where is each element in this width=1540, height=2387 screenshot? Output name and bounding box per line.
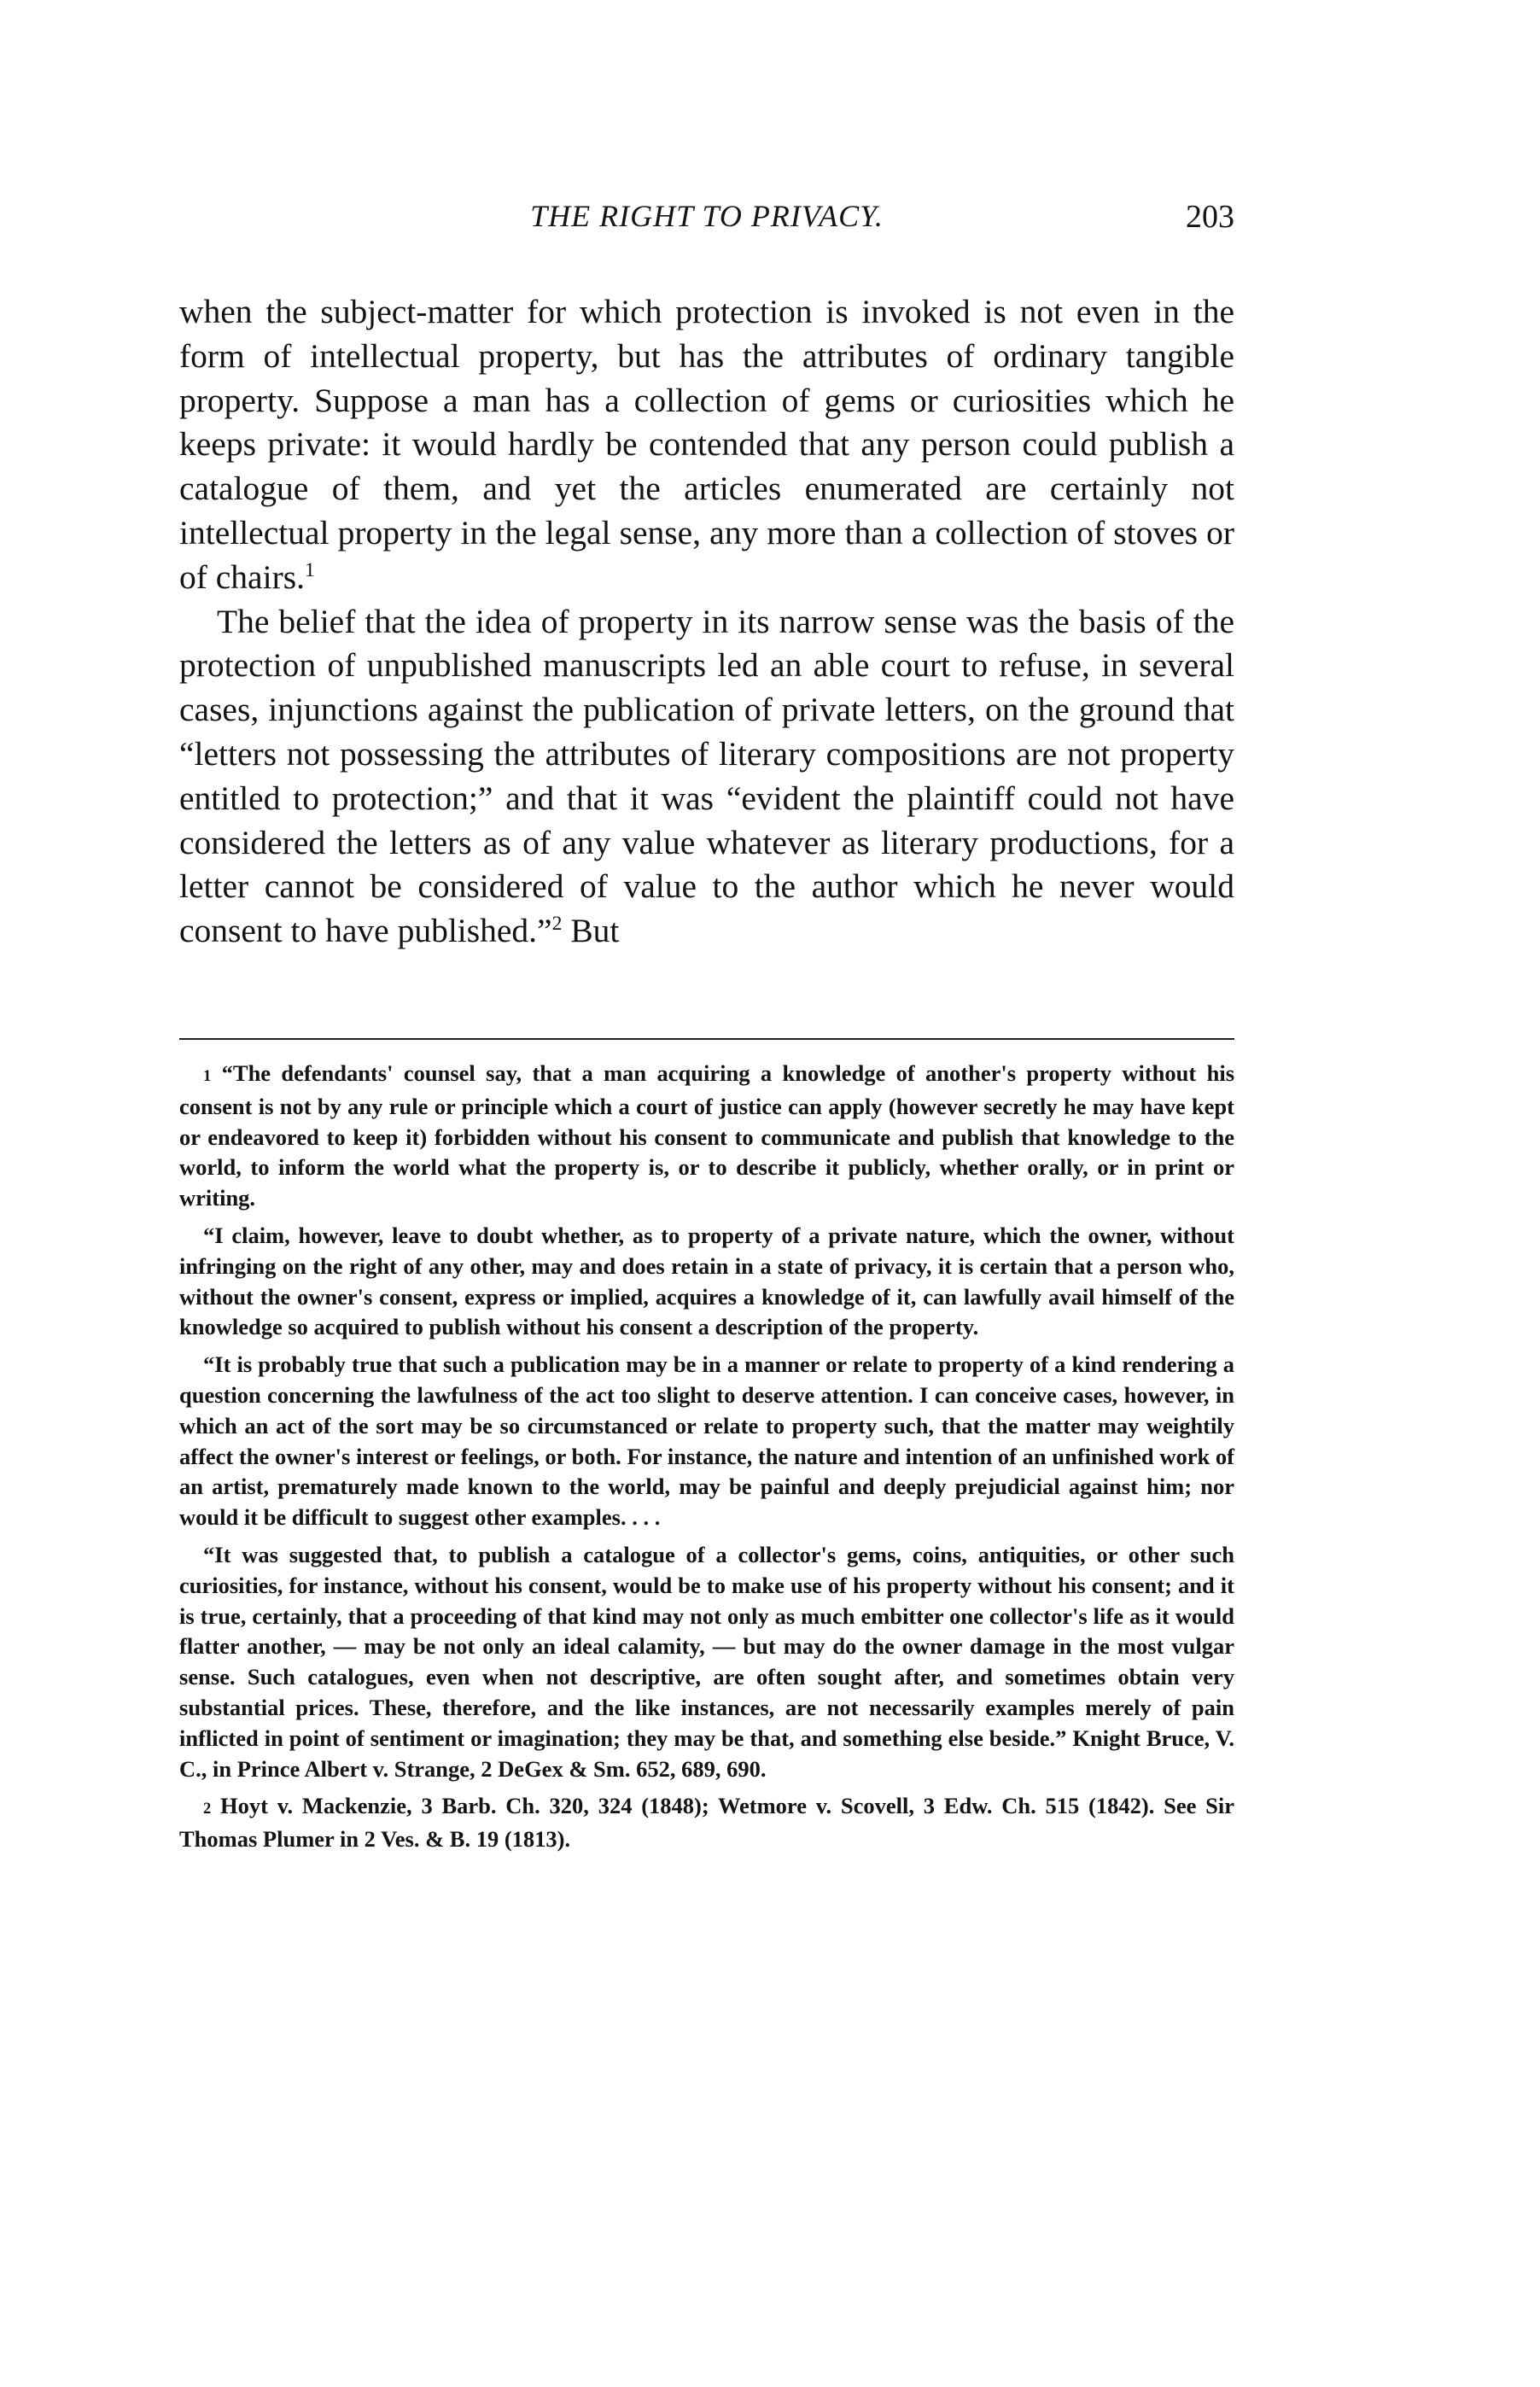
footnote-marker: 1: [203, 1067, 212, 1085]
paragraph-text: when the subject-matter for which protection is invoked is not even in the form of intellectual property, but has the attributes of ordinary tangible property. Suppose a man has a collection of gems or curiosities which he keeps private: it would hardly be contended that any person could publish a catalogue of them, and yet the articles enumerated are certainly not intellectual property in the legal sense, any more than a collection of stoves or of chairs.: [179, 293, 1234, 596]
footnote-reference: 2: [551, 913, 563, 935]
paragraph-tail: But: [570, 912, 620, 950]
page-header: [179, 198, 1234, 249]
footnote-divider: [179, 1038, 1234, 1040]
footnote-text: “The defendants' counsel say, that a man acquiring a knowledge of another's property without his consent is not by any rule or principle which a court of justice can apply (however secretly he may have kept or endeavored to keep it) forbidden without his consent to communicate and publish that knowledge to the world, to inform the world what the property is, or to describe it publicly, whether orally, or in print or writing.: [179, 1060, 1235, 1211]
footnote-text: “It is probably true that such a publication may be in a manner or relate to property of a kind rendering a question concerning the lawfulness of the act too slight to deserve attention. I can conceive cases, however, in which an act of the sort may be so circumstanced or relate to property such, that the matter may weightily affect the owner's interest or feelings, or both. For instance, the nature and intention of an unfinished work of an artist, prematurely made known to the world, may be painful and deeply prejudicial against him; nor would it be difficult to suggest other examples. . . .: [179, 1351, 1234, 1531]
main-text: [179, 290, 1234, 954]
paragraph-continued: [179, 290, 1234, 600]
footnote-2-paragraph: [179, 1791, 1234, 1855]
footnote-1-paragraph: [179, 1350, 1234, 1533]
footnote-text: “It was suggested that, to publish a catalogue of a collector's gems, coins, antiquities, or other such curiosities, for instance, without his consent, would be to make use of his property without his consent; and it is true, certainly, that a proceeding of that kind may not only as much embitter one collector's life as it would flatter another, — may be not only an ideal calamity, — but may do the owner damage in the most vulgar sense. Such catalogues, even when not descriptive, are often sought after, and sometimes obtain very substantial prices. These, therefore, and the like instances, are not necessarily examples merely of pain inflicted in point of sentiment or imagination; they may be that, and something else beside.” Knight Bruce, V. C., in Prince Albert v. Strange, 2 DeGex & Sm. 652, 689, 690.: [179, 1541, 1234, 1782]
footnote-text: “I claim, however, leave to doubt whether, as to property of a private nature, which the owner, without infringing on the right of any other, may and does retain in a state of privacy, it is certain that a person who, without the owner's consent, express or implied, acquires a knowledge of it, can lawfully avail himself of the knowledge so acquired to publish without his consent a description of the property.: [179, 1222, 1234, 1340]
footnote-text: Hoyt v. Mackenzie, 3 Barb. Ch. 320, 324 (1848); Wetmore v. Scovell, 3 Edw. Ch. 515 (1842). See Sir Thomas Plumer in 2 Ves. & B. 19 (1813).: [179, 1793, 1234, 1853]
paragraph-text: The belief that the idea of property in its narrow sense was the basis of the protection of unpublished manuscripts led an able court to refuse, in several cases, injunctions against the publication of private letters, on the ground that “letters not possessing the attributes of literary compositions are not property entitled to protection;” and that it was “evident the plaintiff could not have considered the letters as of any value whatever as literary productions, for a letter cannot be considered of value to the author which he never would consent to have published.”: [179, 602, 1234, 950]
running-title: THE RIGHT TO PRIVACY.: [530, 199, 884, 233]
footnote-reference: 1: [304, 558, 315, 581]
page-number: 203: [1186, 199, 1234, 235]
footnote-1-paragraph: [179, 1540, 1234, 1784]
footnote-1-paragraph: [179, 1221, 1234, 1343]
footnote-marker: 2: [203, 1800, 212, 1818]
paragraph: [179, 600, 1234, 954]
footnotes: [179, 1059, 1234, 1862]
footnote-1-paragraph: [179, 1059, 1234, 1214]
